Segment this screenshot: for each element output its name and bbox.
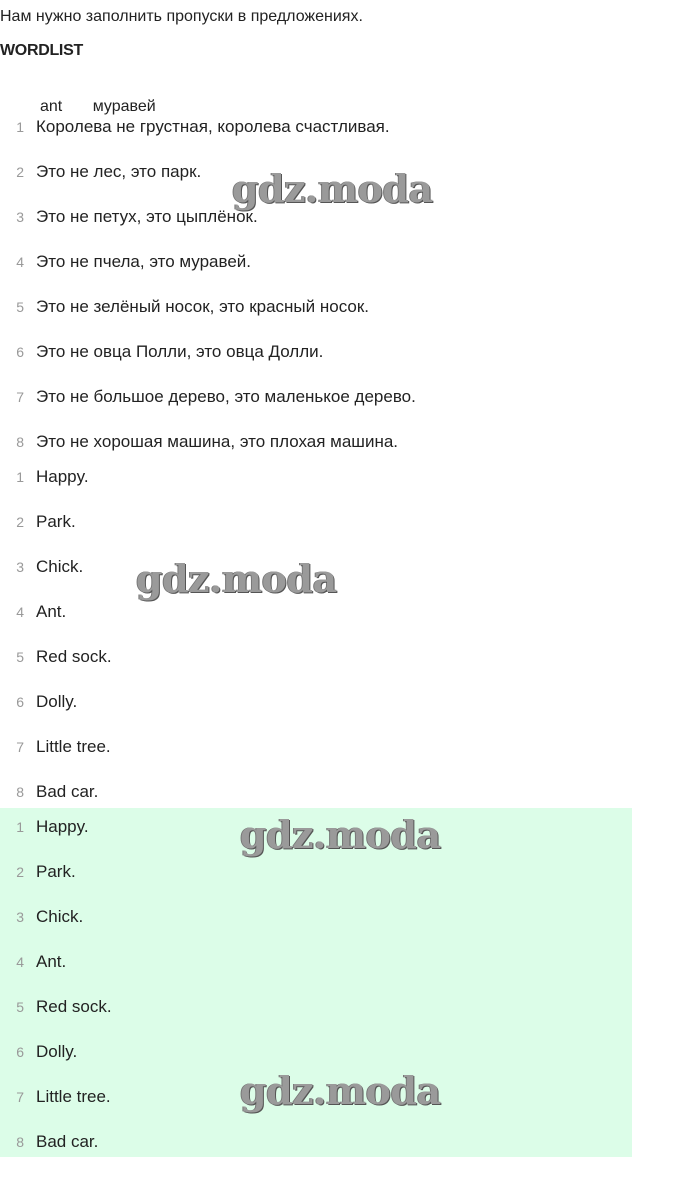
item-number: 6: [16, 344, 24, 360]
item-text: Happy.: [36, 467, 89, 486]
item-text: Ant.: [36, 952, 67, 971]
intro-text: Нам нужно заполнить пропуски в предложениях.: [0, 8, 363, 25]
item-text: Это не большое дерево, это маленькое дерево.: [36, 387, 416, 406]
item-text: Chick.: [36, 907, 84, 926]
watermark-logo: gdz.moda: [240, 812, 441, 857]
wordlist-translation: муравей: [92, 98, 156, 115]
wordlist-word: ant: [40, 98, 63, 115]
item-text: Park.: [36, 862, 76, 881]
item-text: Park.: [36, 512, 76, 531]
item-number: 8: [16, 1134, 24, 1150]
item-number: 2: [16, 164, 24, 180]
item-number: 3: [16, 909, 24, 925]
item-number: 4: [16, 954, 24, 970]
watermark-logo: gdz.moda: [240, 1068, 441, 1113]
watermark-logo: gdz.moda: [136, 556, 337, 601]
item-text: Chick.: [36, 557, 84, 576]
item-number: 7: [16, 739, 24, 755]
item-number: 6: [16, 694, 24, 710]
item-number: 5: [16, 649, 24, 665]
item-text: Red sock.: [36, 647, 112, 666]
item-text: Это не овца Полли, это овца Долли.: [36, 342, 324, 361]
item-number: 4: [16, 604, 24, 620]
item-number: 1: [16, 469, 24, 485]
item-text: Ant.: [36, 602, 67, 621]
item-text: Это не лес, это парк.: [36, 162, 202, 181]
item-text: Happy.: [36, 817, 89, 836]
item-number: 6: [16, 1044, 24, 1060]
item-text: Little tree.: [36, 1087, 111, 1106]
item-number: 3: [16, 559, 24, 575]
item-number: 1: [16, 819, 24, 835]
item-number: 8: [16, 434, 24, 450]
item-text: Это не хорошая машина, это плохая машина.: [36, 432, 399, 451]
wordlist-heading: WORDLIST: [0, 42, 83, 59]
item-number: 4: [16, 254, 24, 270]
item-text: Dolly.: [36, 1042, 78, 1061]
item-number: 5: [16, 299, 24, 315]
wordlist-partial-row: [40, 96, 182, 115]
item-number: 2: [16, 864, 24, 880]
item-text: Little tree.: [36, 737, 111, 756]
item-text: Это не зелёный носок, это красный носок.: [36, 297, 370, 316]
item-number: 7: [16, 389, 24, 405]
item-number: 5: [16, 999, 24, 1015]
item-number: 7: [16, 1089, 24, 1105]
item-text: Bad car.: [36, 1132, 99, 1151]
item-text: Bad car.: [36, 782, 99, 801]
item-text: Это не петух, это цыплёнок.: [36, 207, 258, 226]
item-text: Red sock.: [36, 997, 112, 1016]
item-text: Dolly.: [36, 692, 78, 711]
item-text: Королева не грустная, королева счастливая.: [36, 117, 390, 136]
item-text: Это не пчела, это муравей.: [36, 252, 252, 271]
item-number: 2: [16, 514, 24, 530]
item-number: 8: [16, 784, 24, 800]
item-number: 3: [16, 209, 24, 225]
item-number: 1: [16, 119, 24, 135]
watermark-logo: gdz.moda: [232, 166, 433, 211]
